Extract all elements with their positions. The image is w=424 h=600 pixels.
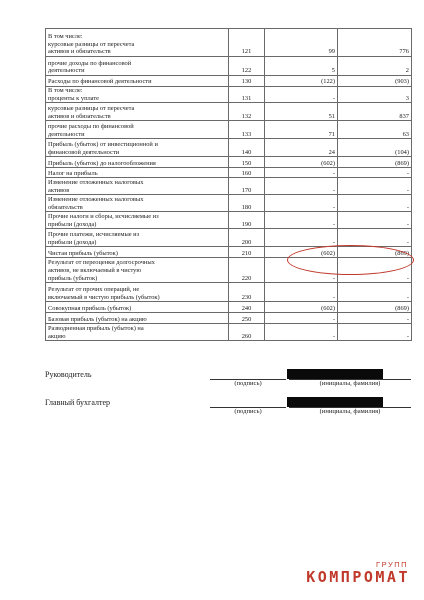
head-name-redaction — [287, 369, 383, 379]
row-name: Прибыль (убыток) от инвестиционной и финансовой деятельности — [46, 139, 229, 157]
row-value-current: - — [265, 313, 338, 324]
row-value-current: - — [265, 195, 338, 212]
row-value-current: 71 — [265, 121, 338, 139]
table-row — [46, 178, 412, 195]
row-value-current: - — [265, 87, 338, 103]
row-value-previous: - — [338, 324, 412, 341]
accountant-label: Главный бухгалтер — [45, 398, 110, 407]
row-name: Изменение отложенных налоговых обязательств — [46, 195, 229, 212]
row-value-current: (602) — [265, 247, 338, 258]
row-code: 132 — [229, 103, 265, 121]
row-code: 121 — [229, 29, 265, 57]
table-row — [46, 212, 412, 229]
head-name-caption: (инициалы, фамилия) — [319, 380, 381, 387]
row-name: прочие доходы по финансовой деятельности — [46, 57, 229, 76]
row-code: 122 — [229, 57, 265, 76]
row-code: 200 — [229, 229, 265, 247]
row-value-current: 24 — [265, 139, 338, 157]
row-code: 230 — [229, 283, 265, 302]
table-row — [46, 258, 412, 283]
row-name: курсовые разницы от пересчета активов и обязательств — [46, 103, 229, 121]
row-value-current: (122) — [265, 76, 338, 87]
row-value-previous: (903) — [338, 76, 412, 87]
row-name: В том числе: курсовые разницы от пересчета активов и обязательств — [46, 29, 229, 57]
row-code: 240 — [229, 302, 265, 313]
row-value-current: - — [265, 324, 338, 341]
table-row — [46, 324, 412, 341]
row-code: 220 — [229, 258, 265, 283]
row-value-previous: - — [338, 283, 412, 302]
table-row — [46, 195, 412, 212]
row-name: Базовая прибыль (убыток) на акцию — [46, 313, 229, 324]
accountant-name-redaction — [287, 397, 383, 407]
row-value-previous: 776 — [338, 29, 412, 57]
row-value-previous: - — [338, 168, 412, 178]
row-code: 130 — [229, 76, 265, 87]
table-row — [46, 283, 412, 302]
row-value-current: 5 — [265, 57, 338, 76]
row-code: 140 — [229, 139, 265, 157]
row-name: Прочие платежи, исчисляемые из прибыли (дохода) — [46, 229, 229, 247]
row-name: Изменение отложенных налоговых активов — [46, 178, 229, 195]
row-value-current: (602) — [265, 157, 338, 168]
row-name: прочие расходы по финансовой деятельности — [46, 121, 229, 139]
row-value-previous: - — [338, 258, 412, 283]
row-value-previous: - — [338, 178, 412, 195]
table-row — [46, 247, 412, 258]
row-code: 150 — [229, 157, 265, 168]
table-row — [46, 29, 412, 57]
head-label: Руководитель — [45, 370, 92, 379]
row-name: Результат от переоценки долгосрочных активов, не включаемый в чистую прибыль (убыток) — [46, 258, 229, 283]
row-name: Прибыль (убыток) до налогообложения — [46, 157, 229, 168]
row-code: 131 — [229, 87, 265, 103]
row-value-previous: 63 — [338, 121, 412, 139]
row-code: 210 — [229, 247, 265, 258]
row-value-current: - — [265, 258, 338, 283]
row-value-previous: (869) — [338, 157, 412, 168]
row-name: Чистая прибыль (убыток) — [46, 247, 229, 258]
row-name: Прочие налоги и сборы, исчисляемые из прибыли (дохода) — [46, 212, 229, 229]
row-code: 180 — [229, 195, 265, 212]
row-value-current: 99 — [265, 29, 338, 57]
signature-row-accountant — [45, 394, 411, 424]
watermark-logo — [260, 560, 410, 600]
row-name: Разводненная прибыль (убыток) на акцию — [46, 324, 229, 341]
table-row — [46, 103, 412, 121]
row-value-previous: - — [338, 229, 412, 247]
signature-row-head — [45, 366, 411, 396]
row-value-current: - — [265, 168, 338, 178]
row-value-current: - — [265, 178, 338, 195]
table-row — [46, 313, 412, 324]
table-row — [46, 302, 412, 313]
table-row — [46, 157, 412, 168]
row-code: 160 — [229, 168, 265, 178]
row-name: Расходы по финансовой деятельности — [46, 76, 229, 87]
table-row — [46, 87, 412, 103]
row-value-previous: (869) — [338, 302, 412, 313]
report-table-body — [46, 29, 412, 341]
row-code: 250 — [229, 313, 265, 324]
watermark-big-text: КОМПРОМАТ — [306, 568, 410, 586]
table-row — [46, 168, 412, 178]
row-code: 190 — [229, 212, 265, 229]
accountant-sign-caption: (подпись) — [234, 408, 262, 415]
row-name: Совокупная прибыль (убыток) — [46, 302, 229, 313]
table-row — [46, 121, 412, 139]
row-code: 260 — [229, 324, 265, 341]
row-name: Налог на прибыль — [46, 168, 229, 178]
row-value-current: - — [265, 212, 338, 229]
row-name: Результат от прочих операций, не включаемый в чистую прибыль (убыток) — [46, 283, 229, 302]
watermark-small-text: ГРУПП — [376, 560, 408, 569]
table-row — [46, 76, 412, 87]
row-value-previous: 2 — [338, 57, 412, 76]
row-value-previous: - — [338, 212, 412, 229]
row-value-previous: - — [338, 195, 412, 212]
row-name: В том числе: проценты к уплате — [46, 87, 229, 103]
row-value-previous: (869) — [338, 247, 412, 258]
accountant-name-caption: (инициалы, фамилия) — [319, 408, 381, 415]
row-value-current: (602) — [265, 302, 338, 313]
row-value-current: - — [265, 229, 338, 247]
head-sign-caption: (подпись) — [234, 380, 262, 387]
table-row — [46, 57, 412, 76]
table-row — [46, 139, 412, 157]
row-value-previous: (104) — [338, 139, 412, 157]
table-row — [46, 229, 412, 247]
row-value-current: - — [265, 283, 338, 302]
financial-report-table — [45, 28, 412, 341]
row-value-current: 51 — [265, 103, 338, 121]
row-value-previous: 837 — [338, 103, 412, 121]
row-code: 170 — [229, 178, 265, 195]
row-value-previous: 3 — [338, 87, 412, 103]
row-value-previous: - — [338, 313, 412, 324]
row-code: 133 — [229, 121, 265, 139]
